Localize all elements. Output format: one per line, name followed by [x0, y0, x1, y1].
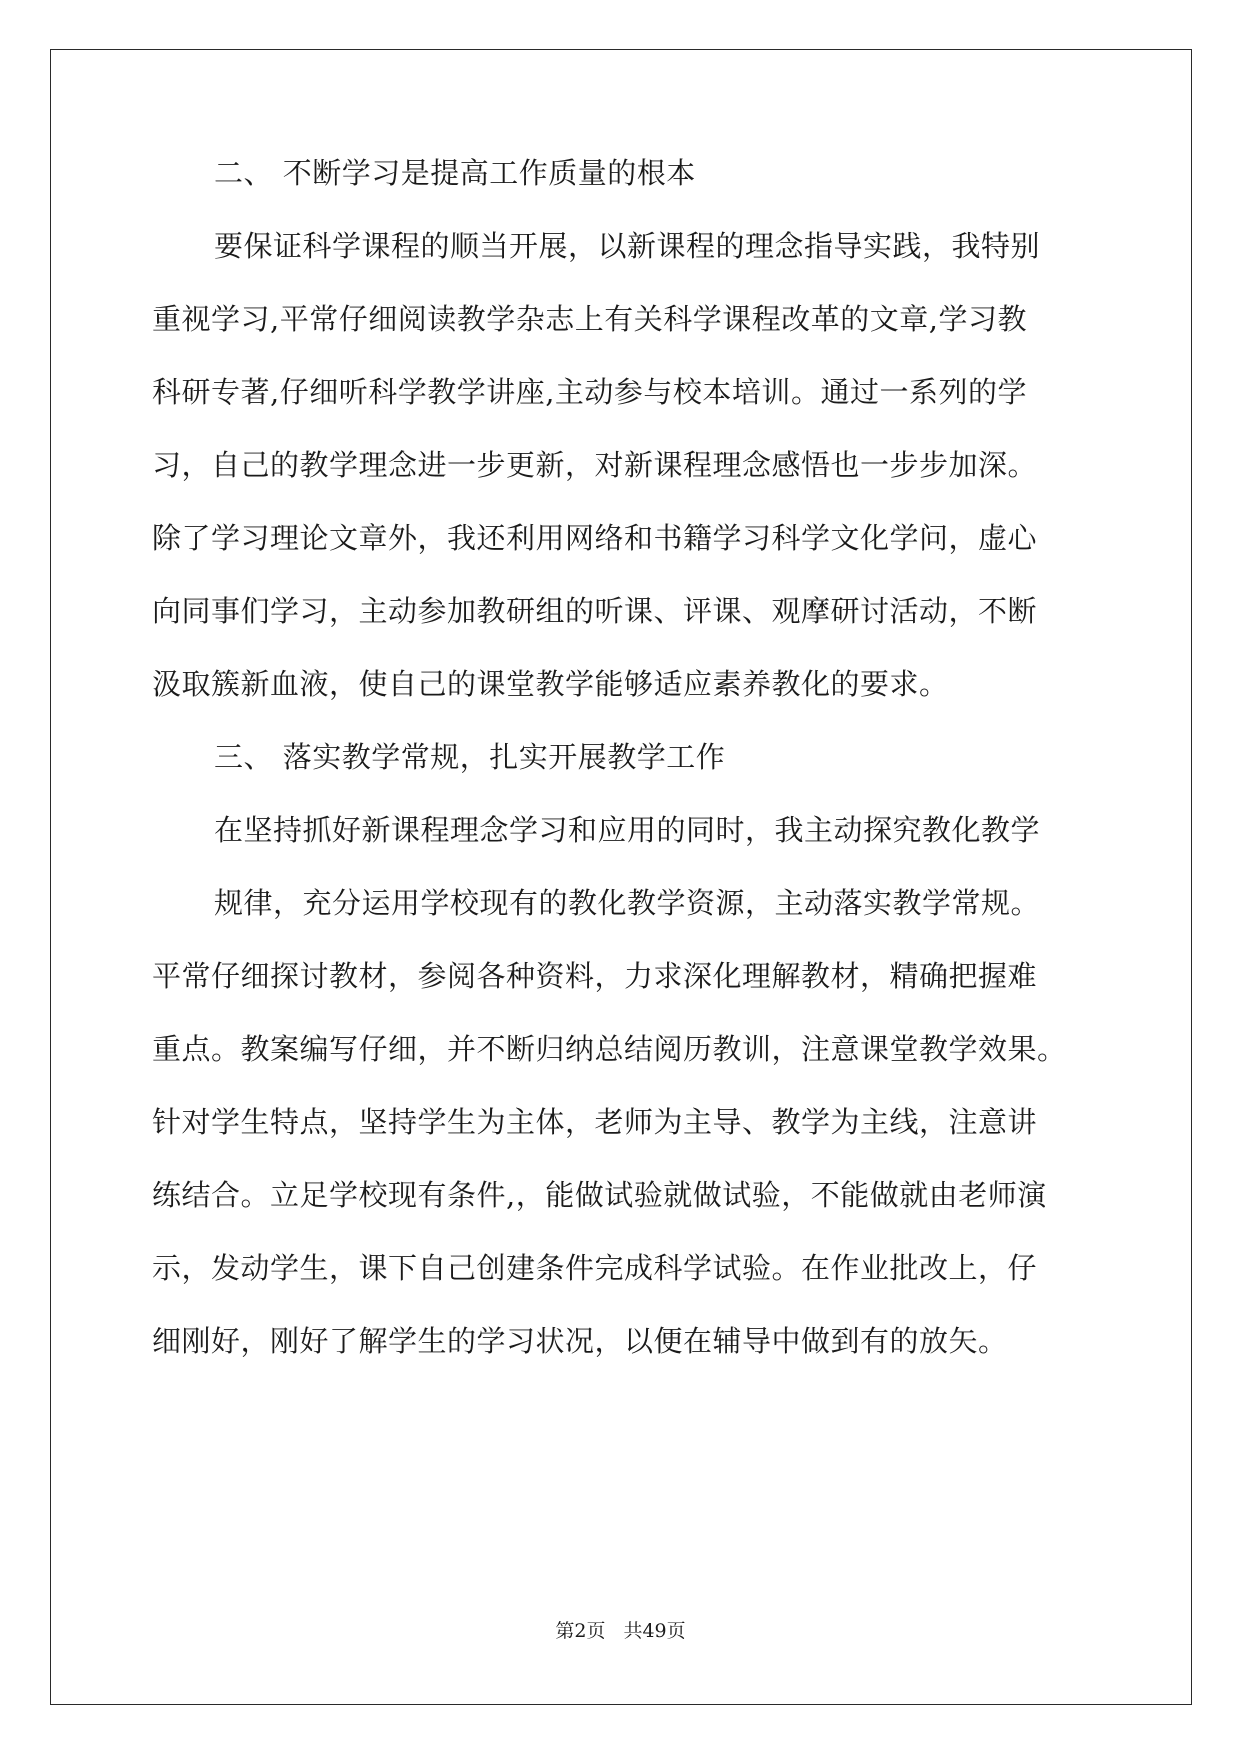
paragraph-line: 针对学生特点，坚持学生为主体，老师为主导、教学为主线，注意讲: [152, 1105, 1038, 1139]
paragraph-line: 规律，充分运用学校现有的教化教学资源，主动落实教学常规。: [214, 886, 1041, 920]
paragraph-line: 科研专著,仔细听科学教学讲座,主动参与校本培训。通过一系列的学: [152, 375, 1027, 409]
paragraph-line: 重点。教案编写仔细，并不断归纳总结阅历教训，注意课堂教学效果。: [152, 1032, 1067, 1066]
paragraph-line: 习，自己的教学理念进一步更新，对新课程理念感悟也一步步加深。: [152, 448, 1038, 482]
page-number: 第2页: [555, 1620, 606, 1642]
paragraph-line: 向同事们学习，主动参加教研组的听课、评课、观摩研讨活动，不断: [152, 594, 1038, 628]
page-border: [50, 49, 1192, 1705]
section-heading-3: 三、 落实教学常规，扎实开展教学工作: [214, 740, 726, 774]
paragraph-line: 除了学习理论文章外，我还利用网络和书籍学习科学文化学问，虚心: [152, 521, 1038, 555]
paragraph-line: 要保证科学课程的顺当开展，以新课程的理念指导实践，我特别: [214, 229, 1041, 263]
page-footer: [0, 1619, 1241, 1643]
paragraph-line: 细刚好，刚好了解学生的学习状况，以便在辅导中做到有的放矢。: [152, 1324, 1008, 1358]
paragraph-line: 汲取簇新血液，使自己的课堂教学能够适应素养教化的要求。: [152, 667, 949, 701]
page-total: 共49页: [623, 1620, 686, 1642]
paragraph-line: 示，发动学生，课下自己创建条件完成科学试验。在作业批改上，仔: [152, 1251, 1038, 1285]
paragraph-line: 平常仔细探讨教材，参阅各种资料，力求深化理解教材，精确把握难: [152, 959, 1038, 993]
paragraph-line: 重视学习,平常仔细阅读教学杂志上有关科学课程改革的文章,学习教: [152, 302, 1027, 336]
paragraph-line: 在坚持抓好新课程理念学习和应用的同时，我主动探究教化教学: [214, 813, 1041, 847]
section-heading-2: 二、 不断学习是提高工作质量的根本: [214, 156, 696, 190]
paragraph-line: 练结合。立足学校现有条件,，能做试验就做试验，不能做就由老师演: [152, 1178, 1047, 1212]
